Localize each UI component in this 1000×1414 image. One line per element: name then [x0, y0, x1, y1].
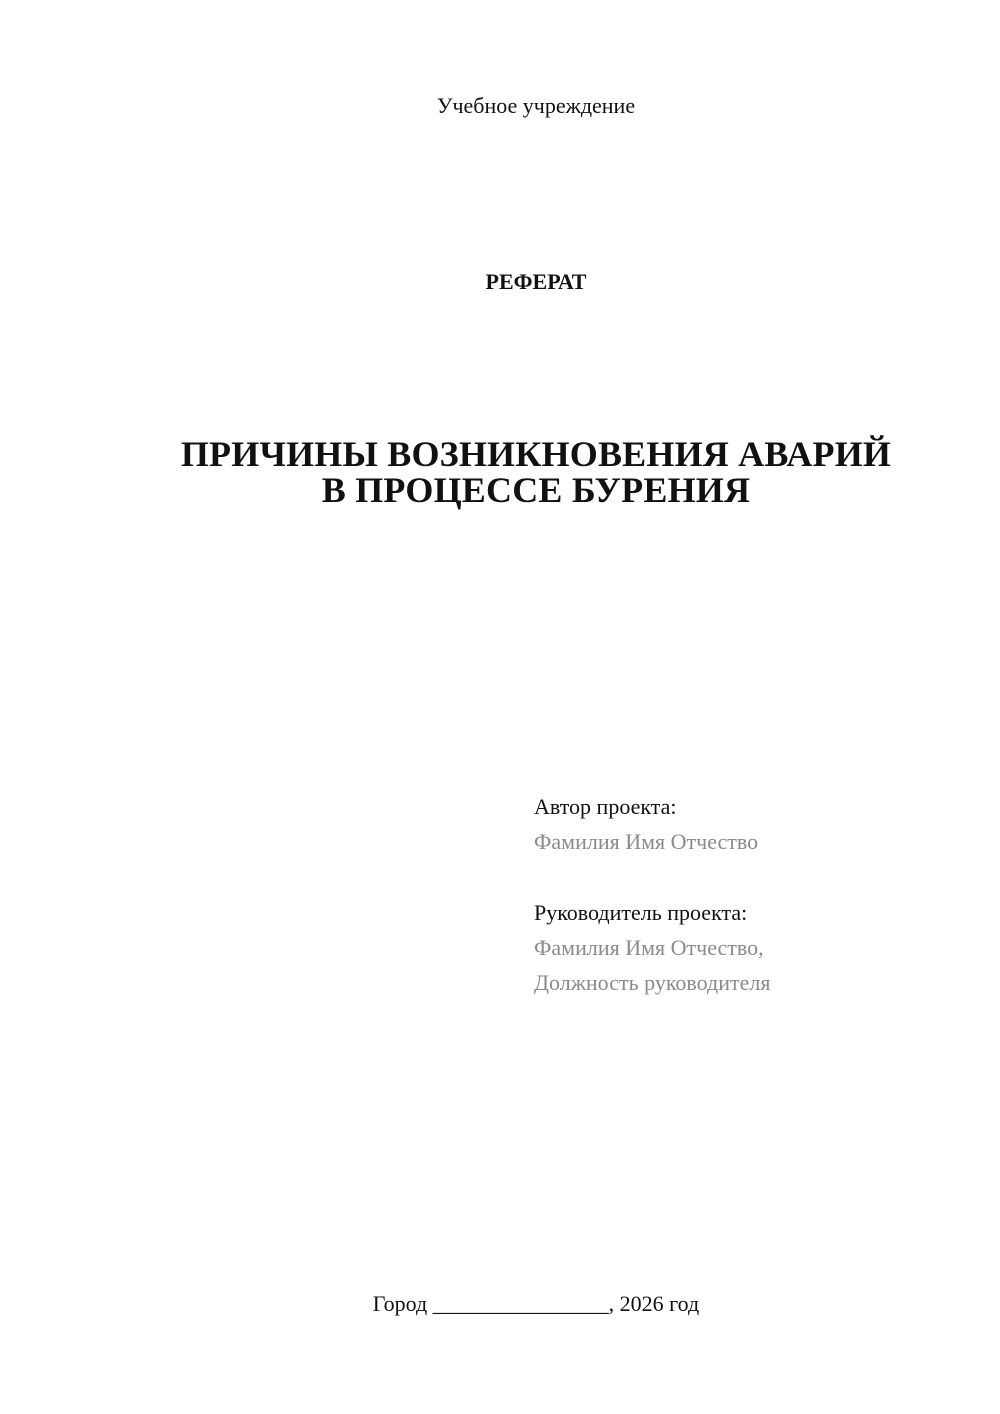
- credits-block: [534, 789, 770, 1000]
- author-label: Автор проекта:: [534, 794, 677, 819]
- title-line-2: В ПРОЦЕССЕ БУРЕНИЯ: [321, 470, 751, 510]
- institution-name: Учебное учреждение: [436, 93, 636, 118]
- document-type: РЕФЕРАТ: [485, 269, 587, 294]
- supervisor-position: Должность руководителя: [534, 970, 771, 995]
- city-year-line: Город ________________, 2026 год: [372, 1291, 700, 1316]
- author-name: Фамилия Имя Отчество: [534, 829, 759, 854]
- document-title: [0, 436, 1000, 508]
- supervisor-label: Руководитель проекта:: [534, 900, 748, 925]
- title-line-1: ПРИЧИНЫ ВОЗНИКНОВЕНИЯ АВАРИЙ: [180, 434, 892, 474]
- supervisor-name: Фамилия Имя Отчество,: [534, 935, 764, 960]
- credits-spacer: [534, 859, 770, 895]
